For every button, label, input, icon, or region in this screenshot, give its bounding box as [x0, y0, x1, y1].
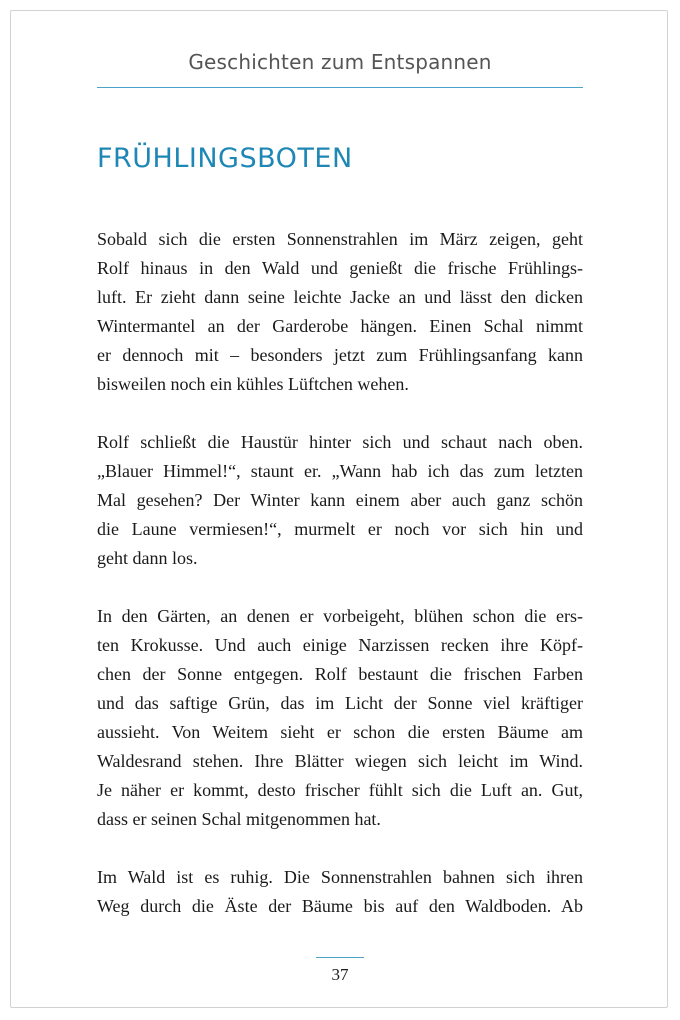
page-number-divider	[316, 957, 364, 958]
text-line: Je näher er kommt, desto frischer fühlt sich die Luft an. Gut,	[97, 780, 583, 800]
text-line: In den Gärten, an denen er vorbeigeht, blühen schon die ers-	[97, 606, 583, 626]
text-line: ten Krokusse. Und auch einige Narzissen recken ihre Köpf-	[97, 635, 583, 655]
paragraph	[97, 602, 583, 834]
text-line: luft. Er zieht dann seine leichte Jacke an und lässt den dicken	[97, 287, 583, 307]
text-line: er dennoch mit – besonders jetzt zum Frühlingsanfang kann	[97, 345, 583, 365]
text-line: Rolf schließt die Haustür hinter sich und schaut nach oben.	[97, 432, 583, 452]
text-line: und das saftige Grün, das im Licht der Sonne viel kräftiger	[97, 693, 583, 713]
text-line: Weg durch die Äste der Bäume bis auf den Waldboden. Ab	[97, 896, 583, 916]
text-line: aussieht. Von Weitem sieht er schon die ersten Bäume am	[97, 722, 583, 742]
paragraph	[97, 863, 583, 921]
chapter-title: FRÜHLINGSBOTEN	[97, 143, 353, 174]
header-divider	[97, 87, 583, 88]
text-line: dass er seinen Schal mitgenommen hat.	[97, 809, 381, 829]
text-line: Wintermantel an der Garderobe hängen. Einen Schal nimmt	[97, 316, 583, 336]
page-number: 37	[331, 965, 349, 984]
text-line: Waldesrand stehen. Ihre Blätter wiegen sich leicht im Wind.	[97, 751, 583, 771]
body-text	[97, 225, 583, 950]
text-line: Mal gesehen? Der Winter kann einem aber auch ganz schön	[97, 490, 583, 510]
text-line: die Laune vermiesen!“, murmelt er noch vor sich hin und	[97, 519, 583, 539]
text-line: „Blauer Himmel!“, staunt er. „Wann hab ich das zum letzten	[97, 461, 583, 481]
paragraph	[97, 428, 583, 573]
running-head: Geschichten zum Entspannen	[188, 50, 492, 74]
text-line: bisweilen noch ein kühles Lüftchen wehen.	[97, 374, 409, 394]
text-line: chen der Sonne entgegen. Rolf bestaunt die frischen Farben	[97, 664, 583, 684]
paragraph	[97, 225, 583, 399]
text-line: Sobald sich die ersten Sonnenstrahlen im März zeigen, geht	[97, 229, 583, 249]
text-line: Rolf hinaus in den Wald und genießt die frische Frühlings-	[97, 258, 583, 278]
text-line: geht dann los.	[97, 548, 198, 568]
text-line: Im Wald ist es ruhig. Die Sonnenstrahlen bahnen sich ihren	[97, 867, 583, 887]
